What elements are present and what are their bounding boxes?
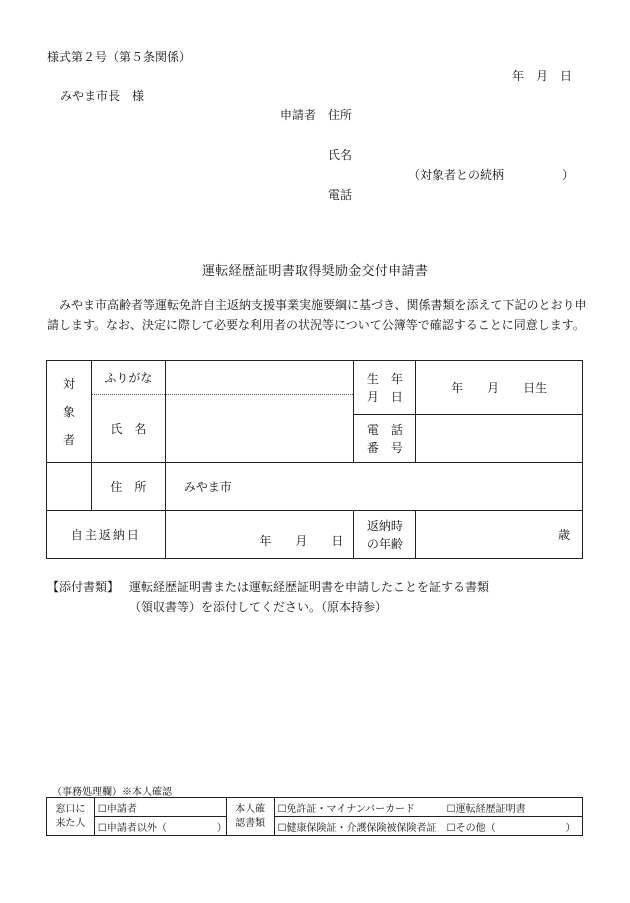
birth-label: 月 日 (366, 389, 403, 404)
subject-char: 対 (62, 376, 75, 391)
age-label-cell (354, 511, 416, 559)
phone-label: 電 話 (366, 422, 403, 437)
subject-cell-bottom (47, 463, 92, 511)
attachment-label: 【添付書類】 (47, 580, 120, 594)
doc-insurance-checkbox[interactable]: ☐健康保険証・介護保険被保険者証 (274, 817, 444, 836)
visit-label: 来た人 (55, 817, 86, 829)
visit-label: 窓口に (55, 803, 86, 815)
address-input[interactable]: みやま市 (165, 463, 582, 511)
applicant-relation-close: ） (562, 168, 575, 182)
applicant-name-label: 氏名 (328, 148, 353, 162)
office-caption: （事務処理欄）※本人確認 (52, 787, 172, 798)
option-applicant-checkbox[interactable]: ☐申請者 (94, 798, 226, 817)
name-label: 氏 名 (91, 395, 165, 463)
doc-other-checkbox[interactable]: ☐その他（ ） (444, 817, 583, 836)
subject-cell (47, 361, 92, 463)
birth-value[interactable]: 年 月 日生 (416, 361, 583, 415)
docs-label: 認書類 (235, 817, 266, 829)
birth-label-cell (354, 361, 416, 415)
return-date-label: 自主返納日 (47, 511, 166, 559)
applicant-table (46, 360, 583, 559)
name-input[interactable] (165, 395, 354, 463)
subject-char: 者 (62, 432, 75, 447)
document-title: 運転経歴証明書取得奨励金交付申請書 (201, 264, 429, 279)
docs-label: 本人確 (235, 803, 266, 815)
age-value[interactable]: 歳 (416, 511, 583, 559)
age-label: の年齢 (366, 536, 403, 551)
date-line: 年 月 日 (511, 69, 572, 83)
option-other-checkbox[interactable]: ☐申請者以外（ ） (94, 817, 226, 836)
visit-label-cell (47, 798, 95, 836)
address-label: 住 所 (91, 463, 165, 511)
doc-license-checkbox[interactable]: ☐免許証・マイナンバーカード (274, 798, 444, 817)
applicant-phone-label: 電話 (328, 188, 353, 202)
intro-text: みやま市高齢者等運転免許自主返納支援事業実施要綱に基づき、関係書類を添えて下記のとおり申請します。なお、決定に際して必要な利用者の状況等について公簿等で確認することに同意します。 (47, 298, 587, 332)
applicant-role-label: 申請者 (280, 108, 317, 122)
form-id: 様式第２号（第５条関係） (47, 50, 192, 64)
office-table (46, 797, 583, 836)
phone-label: 番 号 (366, 440, 403, 455)
furigana-label: ふりがな (91, 361, 165, 395)
applicant-relation-label: （対象者との続柄 (408, 168, 505, 182)
applicant-block (280, 106, 574, 206)
birth-label: 生 年 (366, 371, 403, 386)
attachment-text: 運転経歴証明書または運転経歴証明書を申請したことを証する書類（領収書等）を添付してください。（原本持参） (129, 580, 490, 614)
return-date-value[interactable]: 年 月 日 (165, 511, 354, 559)
age-label: 返納時 (366, 518, 403, 533)
furigana-input[interactable] (165, 361, 354, 395)
applicant-address-label: 住所 (328, 108, 353, 122)
addressee: みやま市長 様 (60, 89, 145, 103)
subject-char: 象 (62, 404, 75, 419)
docs-label-cell (226, 798, 274, 836)
phone-label-cell (354, 415, 416, 463)
phone-input[interactable] (416, 415, 583, 463)
doc-cert-checkbox[interactable]: ☐運転経歴証明書 (444, 798, 583, 817)
